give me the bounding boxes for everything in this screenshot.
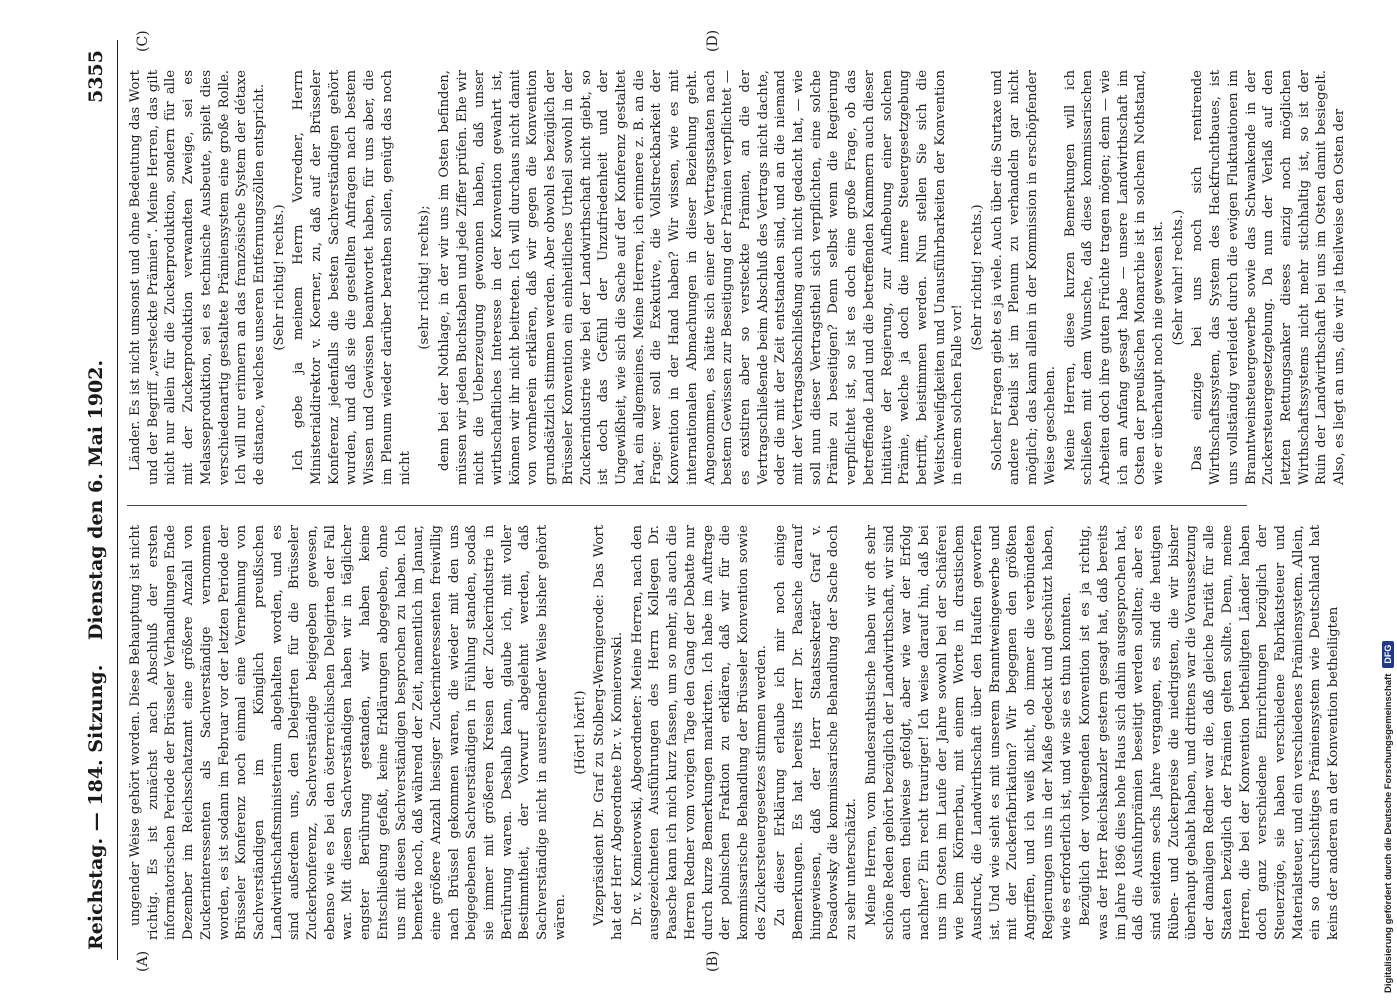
paragraph: Dr. v. Komierowski, Abgeordneter: Meine Herren, nach den ausgezeichneten Ausführungen des Herrn Kollegen Dr. Paasche kann ich mich kurz fassen, um so mehr, als auch die Herren Redner vom vorigen Tage den Gang der Debatte nur durch kurze Bemerkungen markirten. Ich habe im Auftrage der polnischen Fraktion zu erklären, daß wir für die kommissarische Behandlung der Brüsseler Konvention sowie des Zuckersteuergesetzes stimmen werden.	[629, 525, 769, 940]
digitization-credit	[1380, 33, 1396, 993]
right-column	[127, 70, 1348, 485]
paragraph: ungender Weise gehört worden. Diese Behauptung ist nicht richtig. Es ist zunächst nach Abschluß der ersten informatorischen Periode der Brüsseler Verhandlungen Ende Dezember im Reichsschatzamt eine größere Anzahl von Zuckerinteressenten als Sachverständige vernommen worden, es ist sodann im Februar vor der letzten Periode der Brüsseler Konferenz noch einmal eine Vernehmung von Sachverständigen im Königlich preußischen Landwirthschaftsministerium abgehalten worden, und es sind außerdem uns, den Delegirten für die Brüsseler Zuckerkonferenz, Sachverständige beigegeben gewesen, ebenso wie es bei den österreichischen Delegirten der Fall war. Mit diesen Sachverständigen haben wir in täglicher engster Berührung gestanden, wir haben keine Entschließung gefaßt, keine Erklärungen abgegeben, ohne uns mit diesen Sachverständigen besprochen zu haben. Ich bemerke noch, daß während der Zeit, namentlich im Januar, eine größere Anzahl hiesiger Zuckerinteressenten freiwillig nach Brüssel gekommen waren, die wieder mit den uns beigegebenen Sachverständigen in Fühlung standen, sodaß sie immer mit größeren Kreisen der Zuckerindustrie in Berührung waren. Deshalb kann, glaube ich, mit voller Bestimmtheit, der Vorwurf abgelehnt werden, daß Sachverständige nicht in ausreichender Weise bisher gehört wären.	[128, 525, 568, 940]
interjection: (Sehr wahr! rechts.)	[1170, 209, 1186, 346]
left-column	[127, 525, 1342, 940]
paragraph: Bezüglich der vorliegenden Konvention ist es ja richtig, was der Herr Reichskanzler gestern gesagt hat, daß bereits im Jahre 1896 dies hohe Haus sich dahin ausgesprochen hat, daß die Ausfuhrprämien beseitigt werden sollten; aber es sind seitdem sechs Jahre vergangen, es sind die heutigen Rüben- und Zuckerpreise die niedrigsten, die wir bisher überhaupt gehabt haben, und drittens war die Voraussetzung der damaligen Redner war die, daß gleiche Parität für alle Staaten bezüglich der Prämien gelten sollte. Denn, meine Herren, die bei der Konvention betheiligten Länder haben doch ganz verschiedene Einrichtungen bezüglich der Steuerzüge, sie haben verschiedene Fabrikatsteuer und Materialsteuer, und ein verschiedenes Prämiensystem. Allein, ein so durchsichtiges Prämiensystem wie Deutschland hat keins der anderen an der Konvention betheiligten	[1078, 525, 1342, 940]
paragraph: Länder. Es ist nicht umsonst und ohne Bedeutung das Wort und der Begriff „versteckte Prämien“. Meine Herren, das gilt nicht nur allein für die Zuckerproduktion, sondern für alle mit der Zuckerproduktion verwandten Zweige, sei es Melasseproduktion, sei es technische Ausbeute, spielt dies verschiedenartig gestaltete Prämiensystem eine große Rolle. Ich will nur erinnern an das französische System der détaxe de distance, welches unseren Entfernungszöllen entspricht.	[128, 70, 267, 485]
credit-text: Digitalisierung gefördert durch die Deutsche Forschungsgemeinschaft	[1382, 673, 1394, 993]
paragraph: Meine Herren, diese kurzen Bemerkungen will ich schließen mit dem Wunsche, daß diese kommissarischen Arbeiten doch ihre guten Früchte tragen mögen; denn — wie ich am Anfang gesagt habe — unsere Landwirthschaft im Osten der preußischen Monarchie ist in solchem Nothstand, wie er überhaupt noch nie gewesen ist.	[1062, 70, 1167, 485]
margin-mark-d: (D)	[705, 29, 721, 52]
paragraph: Das einzige bei uns noch sich rentirende Wirthschaftssystem, das System des Hackfruchtbaues, ist uns vollständig verleidet durch die ewigen Fluktuationen im Branntweinsteuergewerbe sowie das Schwankende in der Zuckersteuergesetzgebung. Da nun der Verlaß auf den letzten Rettungsanker dieses einzig noch möglichen Wirthschaftssystems nicht mehr stichhaltig ist, so ist der Ruin der Landwirthschaft bei uns im Osten damit besiegelt. Also, es liegt an uns, die wir ja theilweise den Osten der	[1190, 70, 1348, 485]
margin-mark-b: (B)	[705, 950, 721, 972]
column-divider	[127, 505, 1247, 506]
paragraph: Meine Herren, vom Bundesrathstische haben wir oft sehr schöne Reden gehört bezüglich der Landwirthschaft, wir sind auch denen theilweise gefolgt, aber wie war der Erfolg nachher? Ein recht trauriger! Ich weise darauf hin, daß bei uns im Osten im Laufe der Jahre sowohl bei der Schäferei wie beim Körnerbau, mit einem Worte in drastischem Ausdruck, die Landwirthschaft über den Haufen geworfen ist. Und wie sieht es mit unserem Branntweingewerbe und mit der Zuckerfabrikation? Wir begegnen den größten Angriffen, und ich weiß nicht, ob immer die verbündeten Regierungen uns in der Maße gedeckt und geschützt haben, wie es erforderlich ist, und wie sie es thun konnten.	[863, 525, 1074, 940]
paragraph: Vizepräsident Dr. Graf zu Stolberg-Wernigerode: Das Wort hat der Herr Abgeordnete Dr. v. Komierowski.	[592, 525, 625, 940]
dfg-logo: DFG	[1382, 641, 1394, 668]
header-date: Dienstag den 6. Mai 1902.	[85, 359, 107, 641]
paragraph: Solcher Fragen giebt es ja viele. Auch über die Surtaxe und andere Details ist im Plenum zu verhandeln gar nicht möglich; das kann allein in der Kommission in erschöpfender Weise geschehen.	[989, 70, 1058, 485]
interjection: (sehr richtig! rechts);	[417, 205, 433, 350]
paragraph: Ich gebe ja meinem Herrn Vorredner, Herrn Ministerialdirektor v. Koerner, zu, daß auf der Brüsseler Konferenz jedenfalls die besten Sachverständigen gehört wurden, und daß sie die gestellten Anfragen nach bestem Wissen und Gewissen beantwortet haben, für uns aber, die im Plenum wieder darüber berathen sollen, genügt das noch nicht	[291, 70, 413, 485]
header-rule	[117, 40, 118, 960]
paragraph: denn bei der Nothlage, in der wir uns im Osten befinden, müssen wir jeden Buchstaben und jede Ziffer prüfen. Ehe wir nicht die Ueberzeugung gewonnen haben, daß unser wirthschaftliches Interesse in der Konvention gewahrt ist, können wir ihr nicht beitreten. Ich will durchaus nicht damit von vornherein erklären, daß wir gegen die Konvention grundsätzlich stimmen werden. Aber obwohl es bezüglich der Brüsseler Konvention ein einheitliches Urtheil sowohl in der Zuckerindustrie wie bei der Landwirthschaft nicht giebt, so ist doch das Gefühl der Unzufriedenheit und der Ungewißheit, wie sich die Sache auf der Konferenz gestaltet hat, ein allgemeines. Meine Herren, ich erinnere z. B. an die Frage: wer soll die Exekutive, die Vollstreckbarkeit der Konvention in der Hand haben? Wir wissen, wie es mit internationalen Abmachungen in dieser Beziehung geht. Angenommen, es hätte sich einer der Vertragsstaaten nach bestem Gewissen zur Beseitigung der Prämien verpflichtet — es existiren aber so versteckte Prämien, an die der Vertragschließende beim Abschluß des Vertrags nicht dachte, oder die mit der Zeit entstanden sind, und an die niemand mit der Vertragsabschließung auch nicht gedacht hat, — wie soll nun dieser Vertragstheil sich verpflichten, eine solche Prämie zu beseitigen? Denn selbst wenn die Regierung verpflichtet ist, so ist es doch eine große Frage, ob das betreffende Land und die betreffenden Kammern auch dieser Initiative der Regierung, zur Aufhebung einer solchen Prämie, welche ja doch die innere Steuergesetzgebung betrifft, beistimmen werden. Nun stellen Sie sich die Weitschweifigkeiten und Unausführbarkeiten der Konvention in einem solchen Falle vor!	[436, 70, 966, 485]
margin-mark-c: (C)	[135, 30, 151, 52]
page-number: 5355	[85, 50, 107, 103]
paragraph: Zu dieser Erklärung erlaube ich mir noch einige Bemerkungen. Es hat bereits Herr Dr. Paasche darauf hingewiesen, daß der Herr Staatssekretär Graf v. Posadowsky die kommissarische Behandlung der Sache doch zu sehr unterschätzt.	[773, 525, 860, 940]
margin-mark-a: (A)	[135, 950, 151, 972]
document-page	[65, 0, 1348, 1000]
interjection: (Sehr richtig! rechts.)	[271, 204, 287, 351]
header-session: Reichstag. — 184. Sitzung.	[85, 664, 107, 950]
page-header	[85, 40, 115, 960]
interjection: (Sehr richtig! rechts.)	[970, 204, 986, 351]
interjection: (Hört! hört!)	[572, 690, 588, 775]
